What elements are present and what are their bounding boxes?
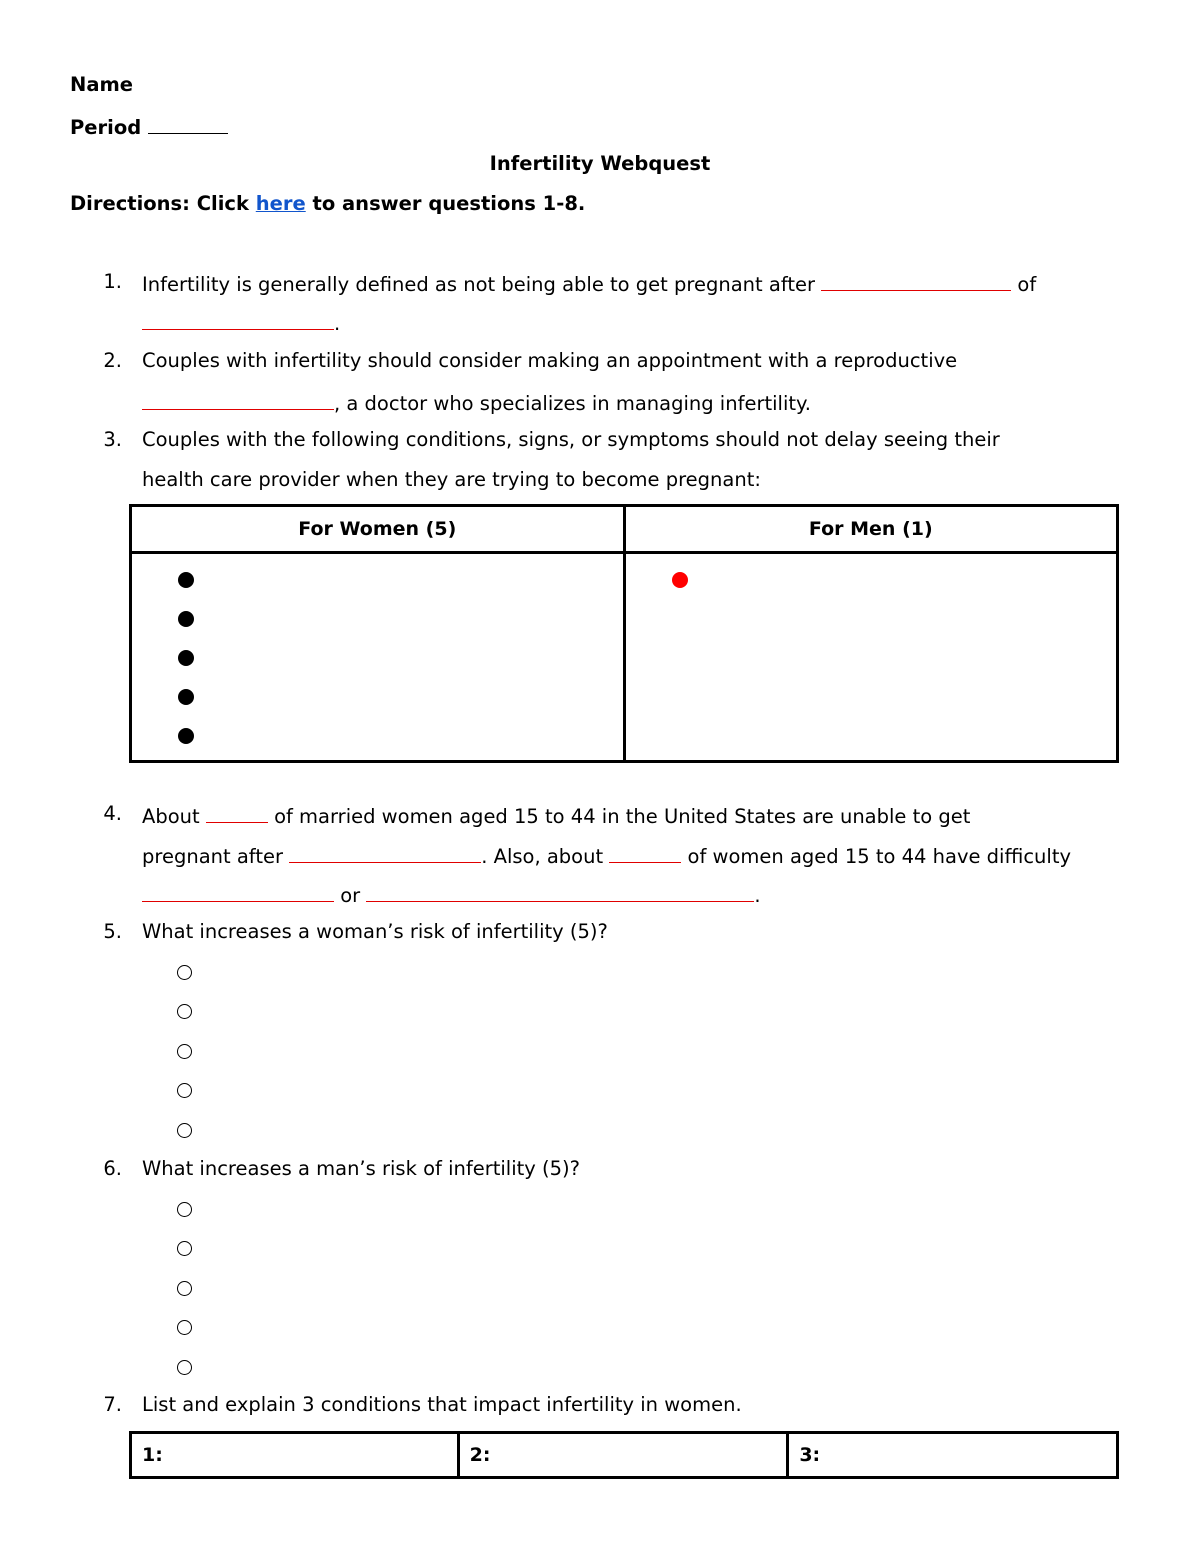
q1-text-a: Infertility is generally defined as not being able to get pregnant after	[142, 273, 815, 296]
q4-text-b1: pregnant after	[142, 845, 283, 868]
q4-blank-3[interactable]	[609, 844, 681, 863]
circle-bullet-icon	[177, 1202, 192, 1217]
q1-line-a	[142, 272, 1036, 295]
name-label: Name	[70, 73, 134, 96]
q7-cell-3[interactable]: 3:	[788, 1433, 1118, 1478]
q2-number: 2.	[103, 349, 122, 372]
period-row	[70, 115, 228, 138]
directions-link[interactable]: here	[255, 192, 306, 215]
q2-text-b: , a doctor who specializes in managing infertility.	[334, 392, 811, 415]
q6-number: 6.	[103, 1157, 122, 1180]
q4-line-a	[142, 804, 970, 827]
q1-text-c: .	[334, 312, 341, 335]
bullet-icon	[178, 689, 194, 705]
q3-text-b: health care provider when they are trying to become pregnant:	[142, 468, 761, 491]
q4-text-b2: . Also, about	[481, 845, 604, 868]
q3-col-women: For Women (5)	[131, 506, 625, 553]
directions-suffix: to answer questions 1-8.	[312, 192, 586, 215]
q7-number: 7.	[103, 1393, 122, 1416]
q2-text-a: Couples with infertility should consider making an appointment with a reproductive	[142, 349, 958, 372]
directions-prefix: Directions: Click	[70, 192, 249, 215]
q4-line-c	[142, 883, 761, 906]
q1-text-b: of	[1017, 273, 1037, 296]
circle-bullet-icon	[177, 1281, 192, 1296]
q7-cell-2[interactable]: 2:	[458, 1433, 788, 1478]
q4-blank-1[interactable]	[206, 804, 268, 823]
circle-bullet-icon	[177, 1360, 192, 1375]
bullet-icon	[178, 572, 194, 588]
directions	[70, 194, 585, 214]
q3-col-men: For Men (1)	[624, 506, 1117, 553]
bullet-icon	[178, 728, 194, 744]
q4-text-a1: About	[142, 805, 200, 828]
q5-number: 5.	[103, 920, 122, 943]
page-title: Infertility Webquest	[489, 152, 711, 175]
q7-text: List and explain 3 conditions that impact infertility in women.	[142, 1393, 742, 1416]
q4-text-b3: of women aged 15 to 44 have difficulty	[687, 845, 1072, 868]
q1-number: 1.	[103, 270, 122, 293]
q4-text-c1: or	[340, 884, 361, 907]
circle-bullet-icon	[177, 965, 192, 980]
q2-blank[interactable]	[142, 391, 334, 410]
q3-women-cell[interactable]	[131, 553, 625, 762]
q6-text: What increases a man’s risk of infertility (5)?	[142, 1157, 580, 1180]
q2-line-b	[142, 391, 811, 414]
q1-line-b	[142, 311, 340, 334]
circle-bullet-icon	[177, 1320, 192, 1335]
red-bullet-icon	[672, 572, 688, 588]
q4-line-b	[142, 844, 1071, 867]
q3-text-a: Couples with the following conditions, signs, or symptoms should not delay seeing their	[142, 428, 1000, 451]
q4-blank-5[interactable]	[366, 883, 754, 902]
circle-bullet-icon	[177, 1004, 192, 1019]
circle-bullet-icon	[177, 1241, 192, 1256]
q7-cell-1[interactable]: 1:	[131, 1433, 459, 1478]
period-label: Period	[70, 116, 142, 139]
q7-table	[129, 1431, 1119, 1479]
bullet-icon	[178, 611, 194, 627]
q1-blank-2[interactable]	[142, 311, 334, 330]
q3-men-cell[interactable]	[624, 553, 1117, 762]
period-blank[interactable]	[148, 115, 228, 134]
q4-number: 4.	[103, 802, 122, 825]
q4-blank-2[interactable]	[289, 844, 481, 863]
q1-blank-1[interactable]	[821, 272, 1011, 291]
circle-bullet-icon	[177, 1083, 192, 1098]
circle-bullet-icon	[177, 1123, 192, 1138]
q3-number: 3.	[103, 428, 122, 451]
circle-bullet-icon	[177, 1044, 192, 1059]
q4-blank-4[interactable]	[142, 883, 334, 902]
bullet-icon	[178, 650, 194, 666]
q4-text-c2: .	[754, 884, 761, 907]
q5-text: What increases a woman’s risk of infertility (5)?	[142, 920, 608, 943]
q4-text-a2: of married women aged 15 to 44 in the United States are unable to get	[274, 805, 971, 828]
q3-table	[129, 504, 1119, 763]
